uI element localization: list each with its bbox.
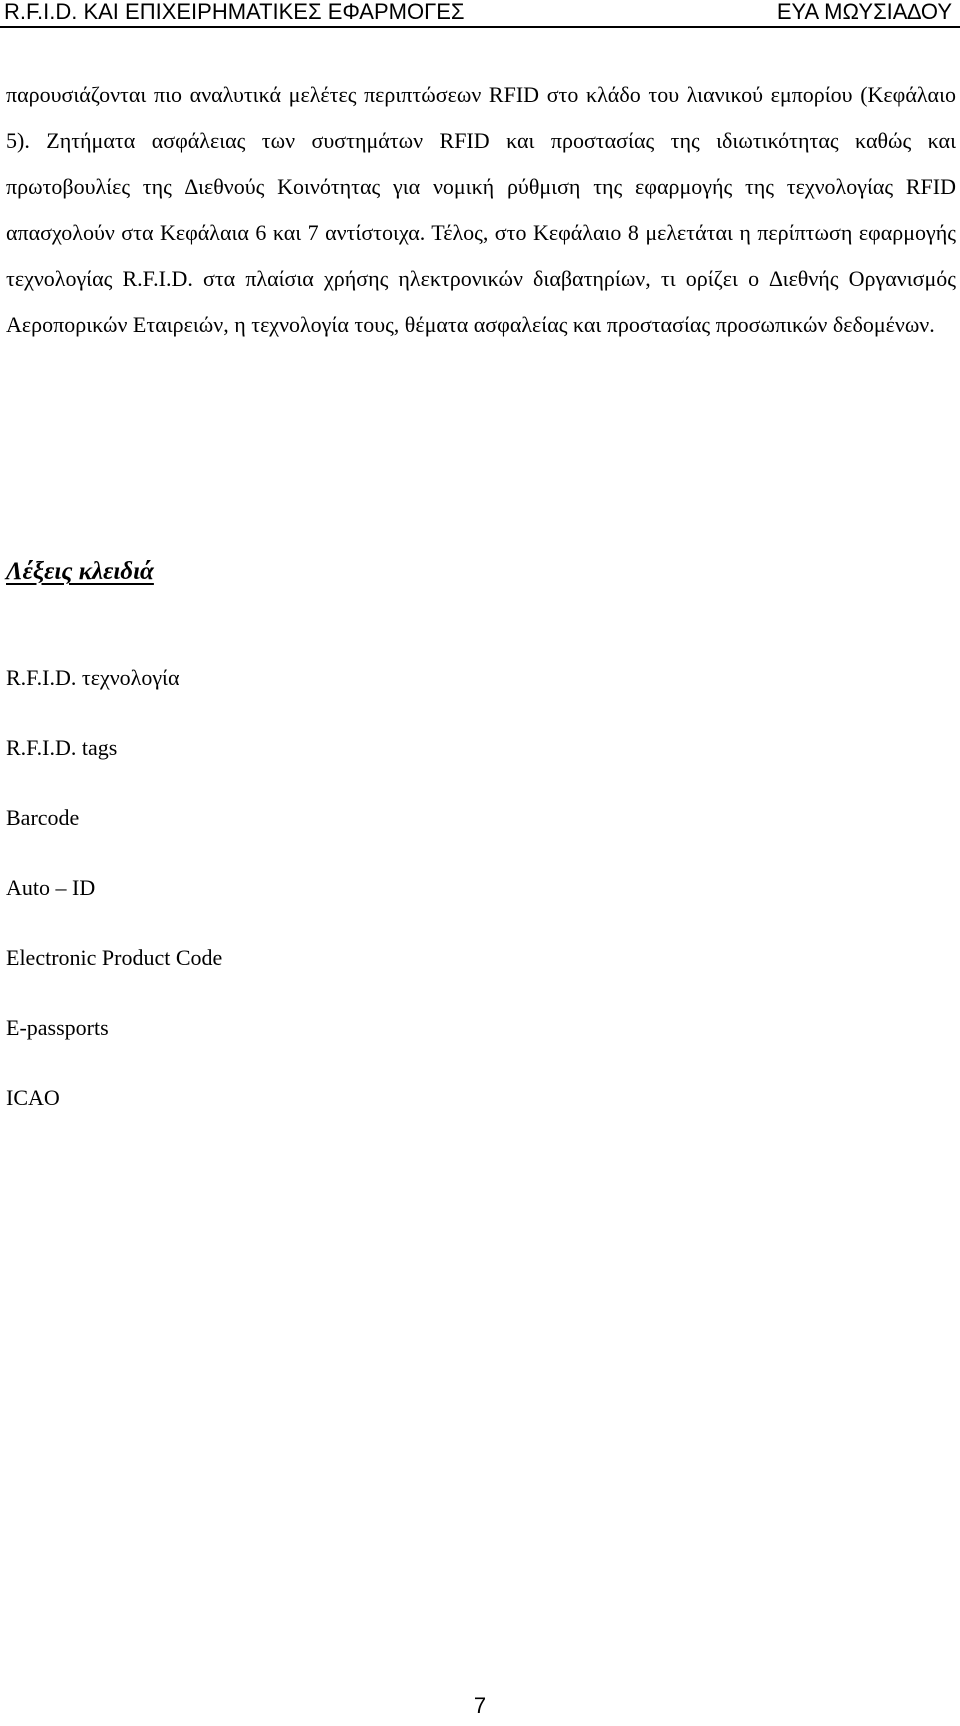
keyword-item: ICAO [6,1085,60,1110]
keyword-item: R.F.I.D. τεχνολογία [6,665,180,690]
keyword-item: Barcode [6,805,80,830]
body-paragraph: παρουσιάζονται πιο αναλυτικά μελέτες περιπτώσεων RFID στο κλάδο του λιανικού εμπορίου (Κεφάλαιο 5). Ζητήματα ασφάλειας των συστημάτων RFID και προστασίας της ιδιωτικότητας καθώς και πρωτοβουλίες της ∆ιεθνούς Κοινότητας για νομική ρύθμιση της εφαρμογής της τεχνολογίας RFID απασχολούν στα Κεφάλαια 6 και 7 αντίστοιχα. Τέλος, στο Κεφάλαιο 8 μελετάται η περίπτωση εφαρμογής τεχνολογίας R.F.I.D. στα πλαίσια χρήσης ηλεκτρονικών διαβατηρίων, τι ορίζει ο ∆ιεθνής Οργανισμός Αεροπορικών Εταιρειών, η τεχνολογία τους, θέματα ασφαλείας και προστασίας προσωπικών δεδομένων. [6,82,956,337]
keywords-heading: Λέξεις κλειδιά [6,558,154,585]
keyword-item: Auto – ID [6,875,96,900]
page-number: 7 [473,1693,487,1718]
keyword-item: R.F.I.D. tags [6,735,118,760]
header-title: R.F.I.D. ΚΑΙ ΕΠΙΧΕΙΡΗΜΑΤΙΚΕΣ ΕΦΑΡΜΟΓΕΣ [4,0,465,24]
keyword-list [6,658,222,1148]
header-author: ΕΥΑ ΜΩΥΣΙΑ∆ΟΥ [776,0,952,24]
running-header [0,0,960,28]
keyword-item: E-passports [6,1015,109,1040]
keyword-item: Electronic Product Code [6,945,223,970]
